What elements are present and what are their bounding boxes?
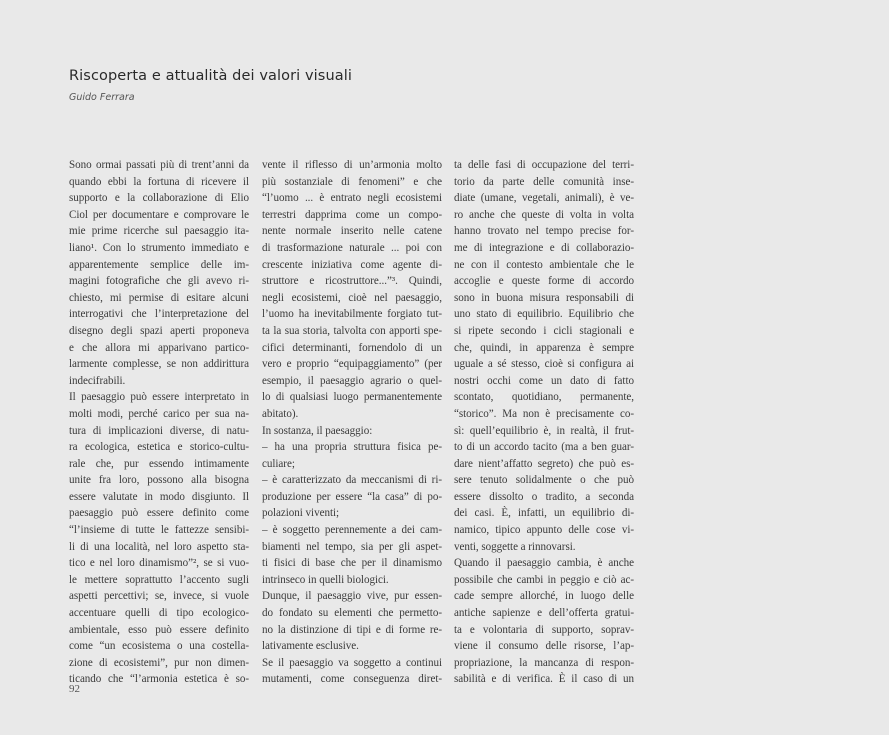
article-title: Riscoperta e attualità dei valori visuali [69,68,352,84]
text-line: che, quindi, in apparenza è sempre [454,341,634,354]
text-line: sono in buona misura responsabili di [454,291,634,304]
text-line: più sostanziale di fenomeni” e che [262,175,442,188]
text-line: zione di ecosistemi”, pur non dimen- [69,656,249,669]
text-line: Ciol per documentare e comprovare le [69,208,249,221]
text-line: quando ebbi la fortuna di ricevere il [69,175,249,188]
text-column-2 [262,157,442,688]
text-line: paesaggio può essere definito come [69,507,249,520]
text-line: unite fra loro, possono alla bisogna [69,474,249,487]
text-line: essere dissolto o tradito, a seconda [454,490,634,503]
text-line: esempio, il paesaggio agrario o quel- [262,374,442,387]
text-line: hanno trovato nel tempo precise for- [454,225,634,238]
text-line: abitato). [262,407,299,420]
text-line: dare nient’affatto segreto) che può es- [454,457,634,470]
text-line: “l’uomo ... è entrato negli ecosistemi [262,192,442,205]
text-line: nostri occhi come un dato di fatto [454,374,634,387]
text-line: sere tenuto solidalmente o che può [454,474,634,487]
text-line: me di integrazione e di collaborazio- [454,241,634,254]
text-line: disegno degli spazi aperti proponeva [69,324,249,337]
text-line: viene il consumo delle risorse, l’ap- [454,640,634,653]
text-line: negli ecosistemi, cioè nel paesaggio, [262,291,442,304]
text-line: ta delle fasi di occupazione del terri- [454,159,634,171]
text-line: torio da parte delle comunità inse- [454,175,634,188]
text-line: sì: quell’equilibrio è, in realtà, il frut- [454,424,634,437]
text-line: e che allora mi apparivano partico- [69,341,249,354]
text-line: mie prime ricerche sul paesaggio ita- [69,225,249,238]
text-line: intrinseco in quelli biologici. [262,573,389,586]
text-line: – ha una propria struttura fisica pe- [262,441,442,454]
text-line: magini fotografiche che gli avevo ri- [69,275,249,288]
page-number: 92 [69,683,80,695]
text-line: crescente iniziativa come agente di- [262,258,442,271]
text-line: propriazione, la mancanza di respon- [454,656,634,669]
text-line: Sono ormai passati più di trent’anni da [69,159,249,171]
text-line: do fondato su elementi che permetto- [262,607,442,620]
text-line: namico, tipico appunto delle cose vi- [454,524,634,537]
text-line: cifici determinanti, fornendolo di un [262,341,442,354]
text-line: sabilità e di verifica. È il caso di un [454,673,634,686]
text-line: Quando il paesaggio cambia, è anche [454,557,634,570]
text-line: vente il riflesso di un’armonia molto [262,159,442,171]
text-line: struttore e ricostruttore...”³. Quindi, [262,275,442,288]
text-line: “storico”. Ma non è precisamente co- [454,407,634,420]
text-line: nente normale inserito nelle catene [262,225,442,238]
text-line: culiare; [262,457,295,470]
text-line: biamenti nel tempo, sia per gli aspet- [262,540,442,553]
text-line: antiche sapienze e dell’offerta gratui- [454,607,634,620]
text-line: terrestri dapprima come un compo- [262,208,442,221]
text-line: uguale a sé stesso, cioè si configura ai [454,358,634,371]
text-line: larmente complesse, se non addirittura [69,358,249,371]
text-line: interrogativi che l’interpretazione del [69,308,249,321]
text-line: – è soggetto perennemente a dei cam- [262,524,442,537]
text-line: uno stato di equilibrio. Equilibrio che [454,308,634,321]
text-line: Il paesaggio può essere interpretato in [69,391,249,404]
text-line: di trasformazione naturale ... poi con [262,241,442,254]
text-line: Se il paesaggio va soggetto a continui [262,656,442,669]
text-line: supporto e la collaborazione di Elio [69,192,249,205]
text-line: mutamenti, come conseguenza diret- [262,673,442,686]
text-line: indecifrabili. [69,374,126,387]
text-line: liano¹. Con lo strumento immediato e [69,241,249,254]
text-column-3 [454,157,634,688]
text-line: scontato, quotidiano, permanente, [454,391,634,404]
text-line: venti, soggette a rinnovarsi. [454,540,576,553]
text-line: accoglie e queste forme di accordo [454,275,634,288]
text-line: ticando che “l’armonia estetica è so- [69,673,249,686]
text-line: ta e volontaria di supporto, soprav- [454,623,634,636]
text-line: ambientale, esso può essere definito [69,623,249,636]
text-line: si ripete secondo i cicli stagionali e [454,324,634,337]
text-line: cade sempre allorché, in luogo delle [454,590,634,603]
text-line: ro anche che queste di volta in volta [454,208,634,221]
text-line: tura di implicazioni diverse, di natu- [69,424,249,437]
text-line: – è caratterizzato da meccanismi di ri- [262,474,442,487]
text-line: diate (umane, vegetali, animali), è ve- [454,192,634,205]
text-line: to di un accordo tacito (ma a ben guar- [454,441,634,454]
article-author: Guido Ferrara [69,92,135,103]
text-column-1 [69,157,249,688]
text-line: chiesto, mi permise di esitare alcuni [69,291,249,304]
text-line: essere valutate in modo disgiunto. Il [69,490,249,503]
text-line: polazioni viventi; [262,507,340,520]
text-line: accentuare quelli di tipo ecologico- [69,607,249,620]
text-line: aspetti percettivi; se, invece, si vuole [69,590,249,603]
text-line: li di una località, nel loro aspetto sta- [69,540,249,553]
text-line: lativamente esclusive. [262,640,359,653]
text-line: lo di qualsiasi luogo permanentemente [262,391,442,404]
text-line: produzione per essere “la casa” di po- [262,490,442,503]
text-line: In sostanza, il paesaggio: [262,424,373,437]
text-line: possibile che cambi in peggio e ciò ac- [454,573,634,586]
text-line: tico e nel loro dinamismo”², se si vuo- [69,557,249,570]
text-line: ne con il contesto ambientale che le [454,258,634,271]
text-line: dei casi. È, infatti, un equilibrio di- [454,507,634,520]
text-line: l’uomo ha inevitabilmente forgiato tut- [262,308,442,321]
text-line: molti modi, perché carico per sua na- [69,407,249,420]
text-line: vero e proprio “equipaggiamento” (per [262,358,442,371]
text-line: apparentemente semplice delle im- [69,258,249,271]
text-line: come “un ecosistema o una costella- [69,640,249,653]
text-line: Dunque, il paesaggio vive, pur essen- [262,590,442,603]
text-line: ti fisici di base che per il dinamismo [262,557,442,570]
text-line: no la distinzione di tipi e di forme re- [262,623,442,636]
text-line: ta la sua storia, talvolta con apporti spe- [262,324,442,337]
text-line: “l’insieme di tutte le fattezze sensibi- [69,524,249,537]
text-line: rale che, pur essendo intimamente [69,457,249,470]
text-line: ra ecologica, estetica e storico-cultu- [69,441,249,454]
text-line: le mettere soprattutto l’accento sugli [69,573,249,586]
